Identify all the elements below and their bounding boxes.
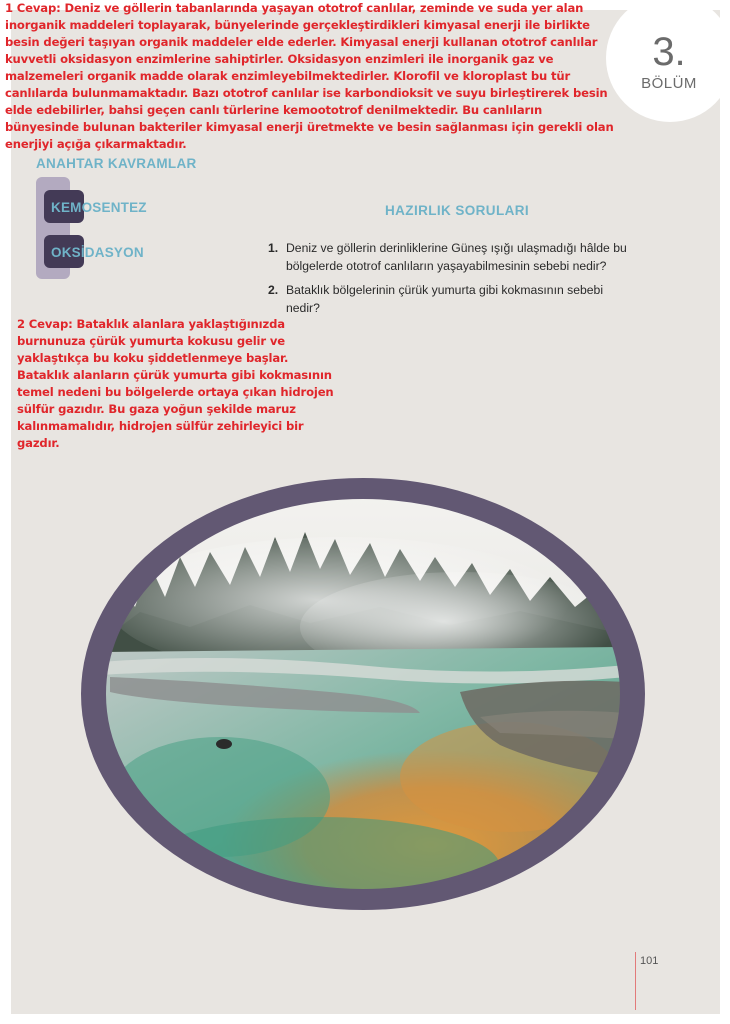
answer-2-text: 2 Cevap: Bataklık alanlara yaklaştığınızda burnunuza çürük yumurta kokusu gelir ve yaklaştıkça bu koku şiddetlenmeye başlar. Bataklık alanların çürük yumurta gibi kokmasının temel nedeni bu bölgelerde ortaya çıkan hidrojen sülfür gazıdır. Bu gaza yoğun şekilde maruz kalınmamalıdır, hidrojen sülfür zehirleyici bir gazdır. xyxy=(17,317,334,450)
question-text: Bataklık bölgelerinin çürük yumurta gibi kokmasının sebebi nedir? xyxy=(286,283,604,315)
question-number: 2. xyxy=(268,283,279,297)
prep-question-1 xyxy=(268,239,640,275)
question-text: Deniz ve göllerin derinliklerine Güneş ışığı ulaşmadığı hâlde bu bölgelerde ototrof canlıların yaşayabilmesinin sebebi nedir? xyxy=(286,241,627,273)
prep-question-2 xyxy=(268,281,640,317)
prep-questions-title: HAZIRLIK SORULARI xyxy=(385,203,530,218)
hot-spring-illustration xyxy=(80,477,646,912)
page-number-rule xyxy=(635,952,636,1010)
page-number: 101 xyxy=(640,955,659,967)
hot-spring-photo xyxy=(80,477,646,912)
chapter-number: 3. xyxy=(652,30,686,74)
answer-1-text: 1 Cevap: Deniz ve göllerin tabanlarında yaşayan ototrof canlılar, zeminde ve suda yer alan inorganik maddeleri toplayarak, bünyelerinde gerçekleştirdikleri kimyasal enerji ile birlikte besin değeri taşıyan organik maddeler elde ederler. Kimyasal enerji kullanan ototrof canlılar kuvvetli oksidasyon enzimlerine sahiptirler. Oksidasyon enzimleri ile inorganik gaz ve malzemeleri organik madde olarak enzimleyebilmektedirler. Klorofil ve kloroplast bu tür canlılarda bulunmamaktadır. Bazı ototrof canlılar ise karbondioksit ve suyu birleştirerek besin elde edebilirler, bahsi geçen canlı türlerine kemoototrof denilmektedir. Bu canlıların bünyesinde bulunan bakteriler kimyasal enerji üretmekte ve besin sağlanması için gerekli olan enerjiyi açığa çıkarmaktadır. xyxy=(5,1,614,151)
chapter-label: BÖLÜM xyxy=(641,75,697,92)
key-concept-oksidasyon: OKSİDASYON xyxy=(51,245,144,260)
key-concept-kemosentez: KEMOSENTEZ xyxy=(51,200,147,215)
question-number: 1. xyxy=(268,241,279,255)
key-concepts-title: ANAHTAR KAVRAMLAR xyxy=(36,156,197,171)
